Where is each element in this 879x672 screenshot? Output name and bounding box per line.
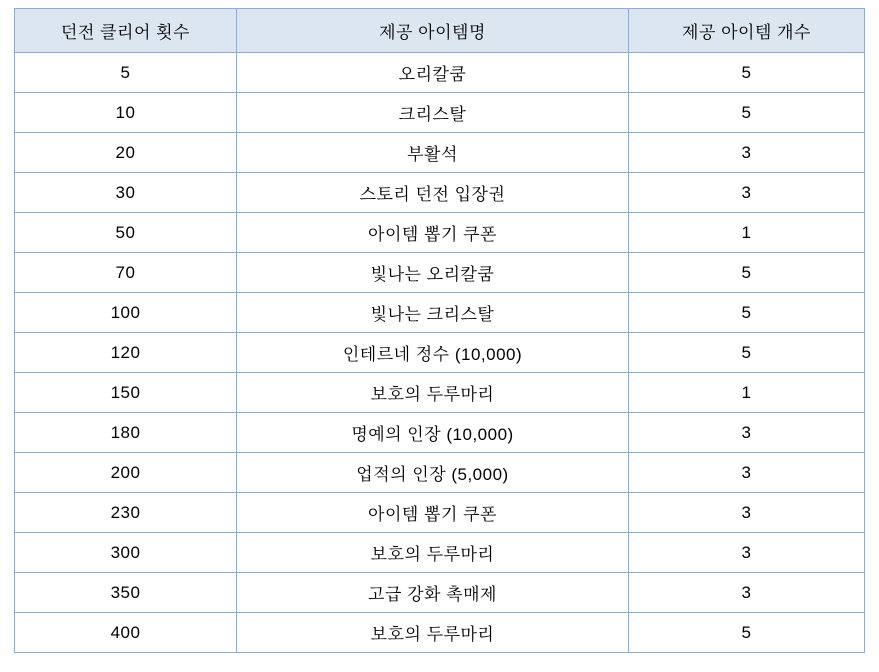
cell-item-amount: 3 bbox=[629, 533, 865, 573]
column-header-item-name: 제공 아이템명 bbox=[237, 9, 629, 53]
table-row bbox=[15, 293, 865, 333]
cell-item-amount: 5 bbox=[629, 93, 865, 133]
cell-clear-count: 300 bbox=[15, 533, 237, 573]
table-body bbox=[15, 53, 865, 653]
table-header-row bbox=[15, 9, 865, 53]
cell-item-amount: 3 bbox=[629, 453, 865, 493]
table-row bbox=[15, 533, 865, 573]
cell-item-name: 아이템 뽑기 쿠폰 bbox=[237, 493, 629, 533]
table-row bbox=[15, 453, 865, 493]
table-row bbox=[15, 93, 865, 133]
column-header-item-amount: 제공 아이템 개수 bbox=[629, 9, 865, 53]
table-row bbox=[15, 53, 865, 93]
table-row bbox=[15, 373, 865, 413]
cell-clear-count: 10 bbox=[15, 93, 237, 133]
table-row bbox=[15, 253, 865, 293]
cell-item-amount: 3 bbox=[629, 573, 865, 613]
cell-clear-count: 120 bbox=[15, 333, 237, 373]
cell-item-name: 보호의 두루마리 bbox=[237, 533, 629, 573]
cell-item-name: 보호의 두루마리 bbox=[237, 613, 629, 653]
cell-item-name: 인테르네 정수 (10,000) bbox=[237, 333, 629, 373]
cell-item-name: 빛나는 크리스탈 bbox=[237, 293, 629, 333]
cell-clear-count: 70 bbox=[15, 253, 237, 293]
table-row bbox=[15, 213, 865, 253]
cell-item-amount: 3 bbox=[629, 413, 865, 453]
cell-item-amount: 1 bbox=[629, 213, 865, 253]
cell-item-amount: 5 bbox=[629, 53, 865, 93]
table-row bbox=[15, 573, 865, 613]
table-row bbox=[15, 413, 865, 453]
reward-table-container bbox=[14, 8, 864, 653]
cell-item-amount: 5 bbox=[629, 613, 865, 653]
cell-item-amount: 5 bbox=[629, 293, 865, 333]
cell-clear-count: 100 bbox=[15, 293, 237, 333]
table-header bbox=[15, 9, 865, 53]
cell-item-amount: 1 bbox=[629, 373, 865, 413]
cell-clear-count: 230 bbox=[15, 493, 237, 533]
cell-item-amount: 3 bbox=[629, 493, 865, 533]
cell-clear-count: 5 bbox=[15, 53, 237, 93]
cell-item-name: 빛나는 오리칼쿰 bbox=[237, 253, 629, 293]
column-header-clear-count: 던전 클리어 횟수 bbox=[15, 9, 237, 53]
cell-item-name: 크리스탈 bbox=[237, 93, 629, 133]
cell-item-amount: 5 bbox=[629, 333, 865, 373]
cell-item-name: 오리칼쿰 bbox=[237, 53, 629, 93]
cell-clear-count: 150 bbox=[15, 373, 237, 413]
cell-item-amount: 3 bbox=[629, 133, 865, 173]
dungeon-reward-table bbox=[14, 8, 865, 653]
cell-item-amount: 3 bbox=[629, 173, 865, 213]
cell-clear-count: 30 bbox=[15, 173, 237, 213]
cell-item-name: 스토리 던전 입장권 bbox=[237, 173, 629, 213]
table-row bbox=[15, 173, 865, 213]
cell-clear-count: 200 bbox=[15, 453, 237, 493]
cell-item-name: 아이템 뽑기 쿠폰 bbox=[237, 213, 629, 253]
cell-clear-count: 20 bbox=[15, 133, 237, 173]
table-row bbox=[15, 493, 865, 533]
cell-item-name: 명예의 인장 (10,000) bbox=[237, 413, 629, 453]
table-row bbox=[15, 613, 865, 653]
cell-clear-count: 350 bbox=[15, 573, 237, 613]
cell-item-name: 업적의 인장 (5,000) bbox=[237, 453, 629, 493]
cell-clear-count: 400 bbox=[15, 613, 237, 653]
cell-item-name: 보호의 두루마리 bbox=[237, 373, 629, 413]
table-row bbox=[15, 333, 865, 373]
cell-item-amount: 5 bbox=[629, 253, 865, 293]
cell-item-name: 부활석 bbox=[237, 133, 629, 173]
cell-clear-count: 50 bbox=[15, 213, 237, 253]
table-row bbox=[15, 133, 865, 173]
cell-clear-count: 180 bbox=[15, 413, 237, 453]
cell-item-name: 고급 강화 촉매제 bbox=[237, 573, 629, 613]
